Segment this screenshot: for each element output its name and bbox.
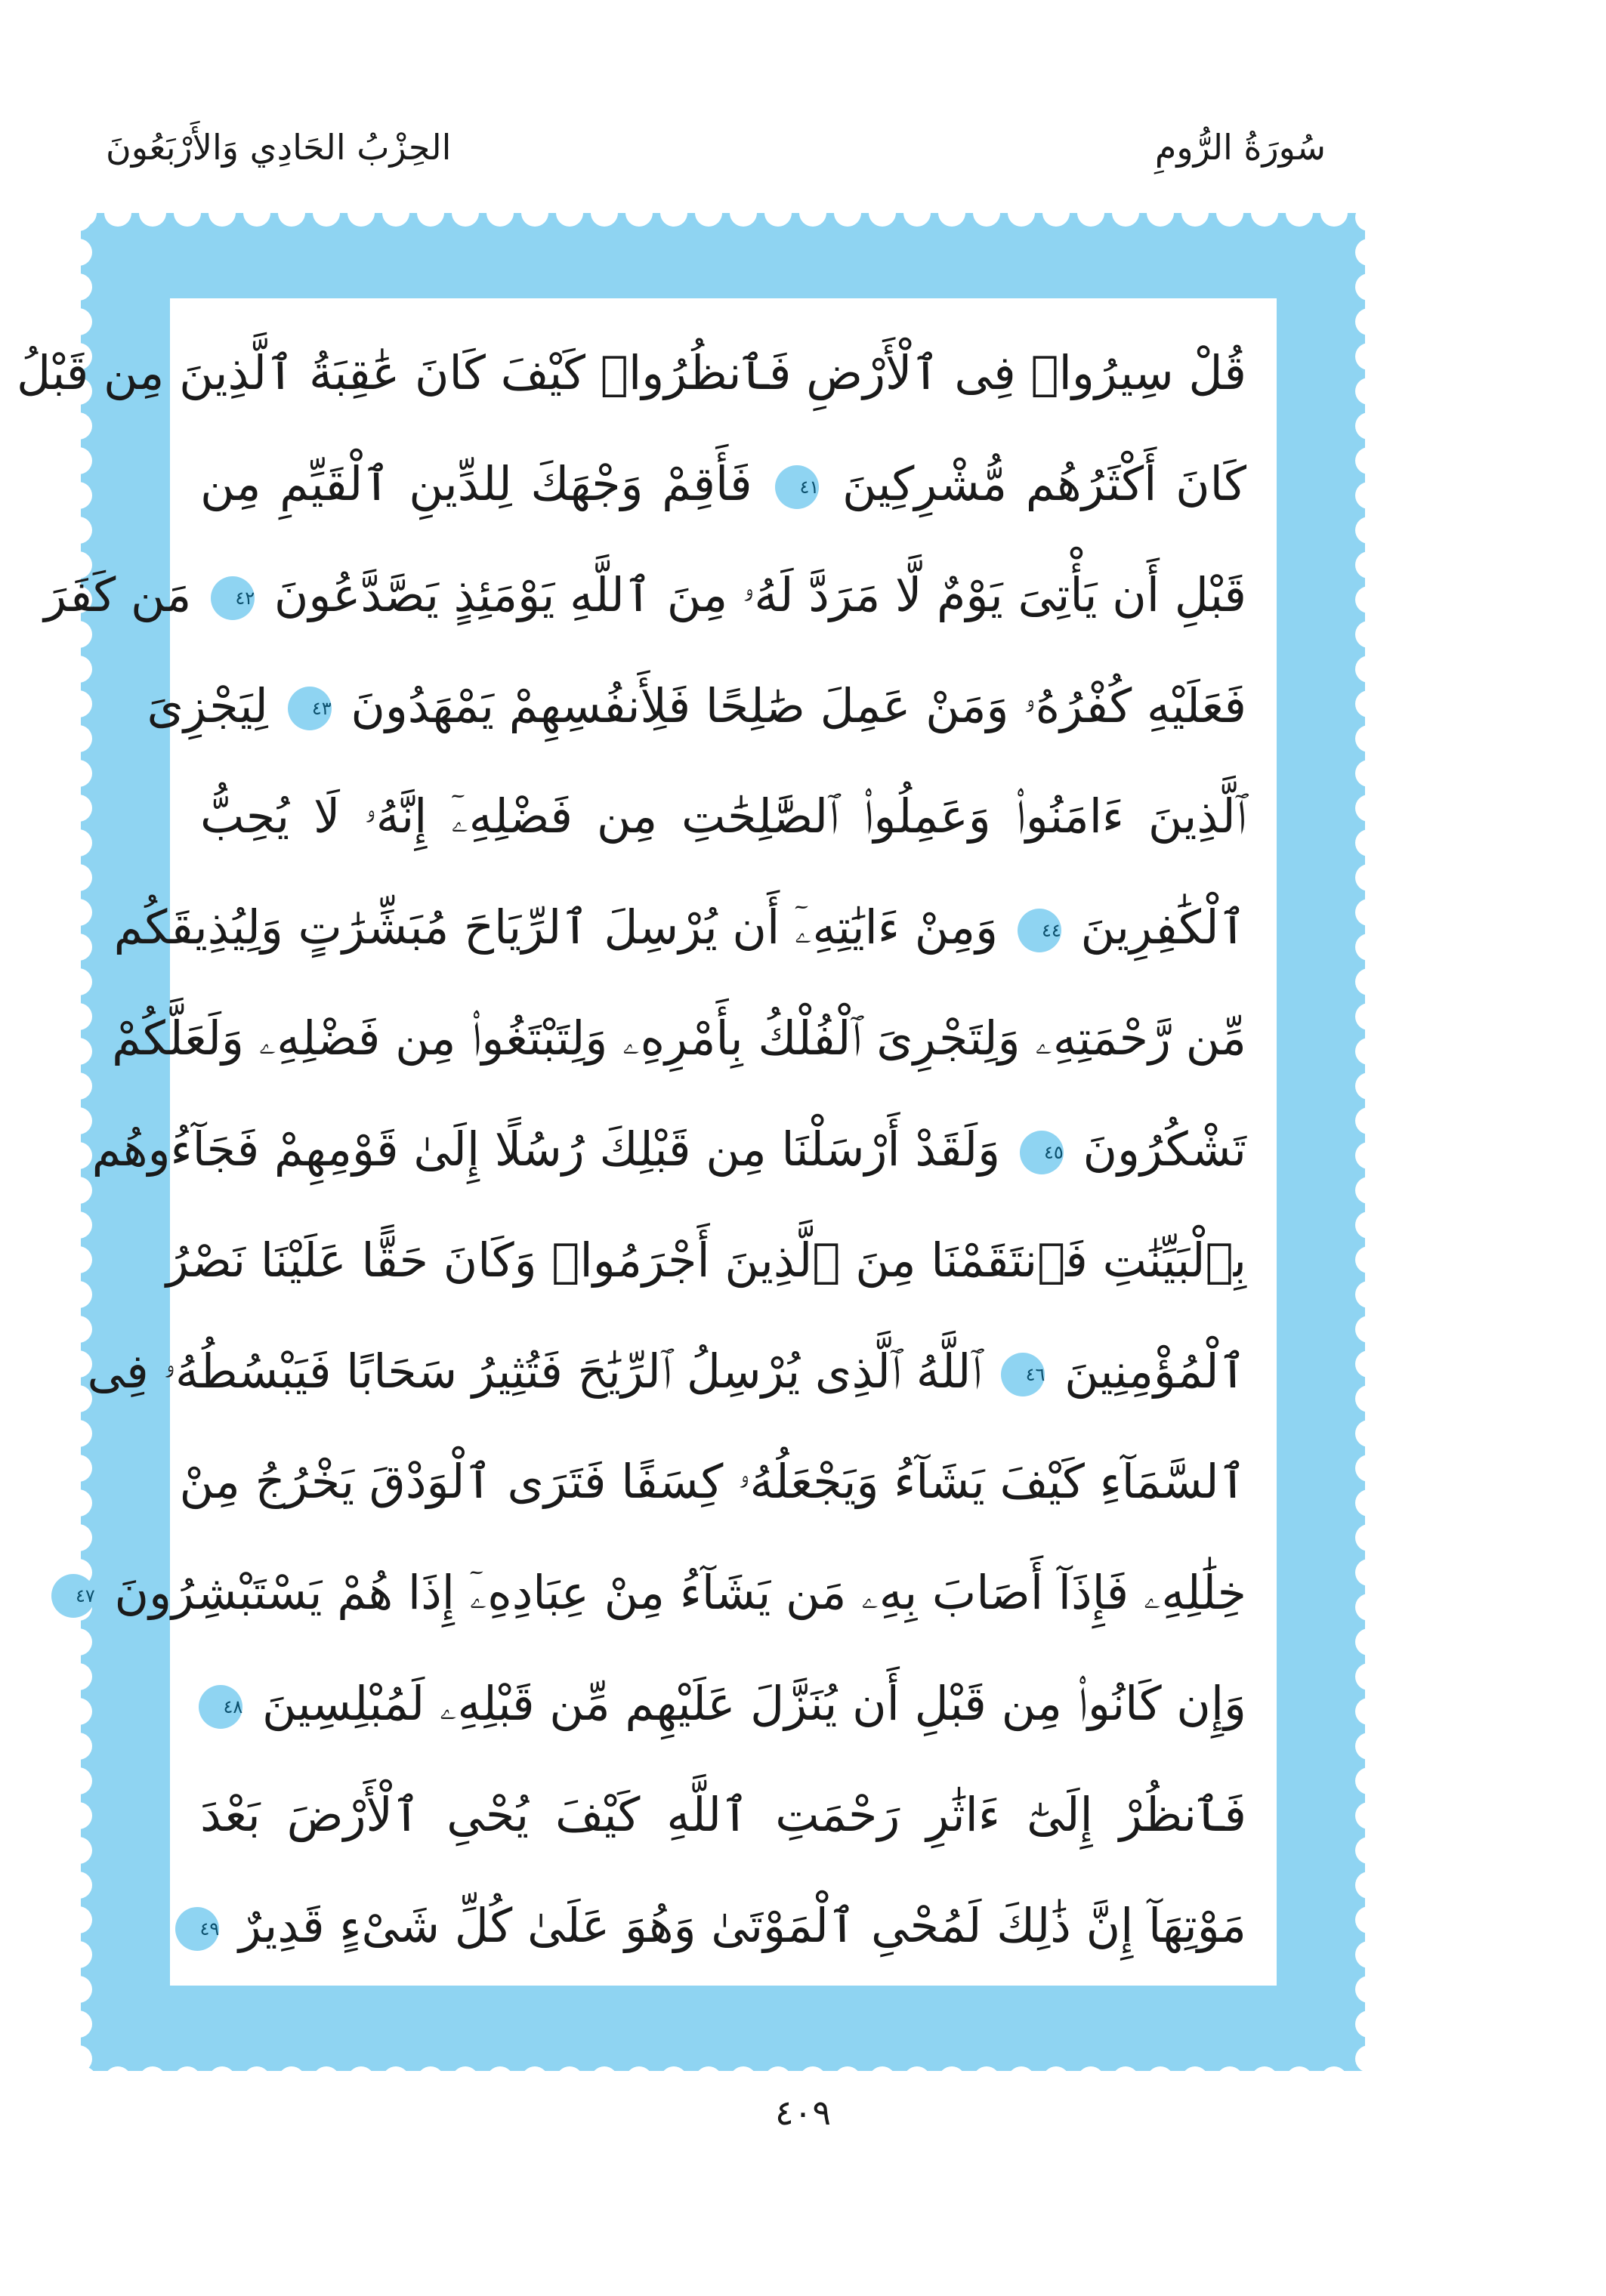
verse-text: ٱلَّذِينَ ءَامَنُوا۟ وَعَمِلُوا۟ ٱلصَّٰلِحَٰتِ مِن فَضْلِهِۦٓ إِنَّهُۥ لَا يُحِبُّ (200, 788, 1246, 844)
scallop-notch (869, 199, 896, 227)
verse-line (200, 772, 1246, 861)
scallop-notch (1355, 1107, 1382, 1134)
scallop-notch (1320, 2066, 1348, 2094)
scallop-notch (764, 199, 792, 227)
scallop-notch (417, 2066, 444, 2094)
scallop-notch (65, 1872, 92, 1899)
scallop-notch (65, 934, 92, 961)
verse-text: مَن كَفَرَ (44, 566, 207, 622)
verse-text: فَعَلَيْهِ كُفْرُهُۥ وَمَنْ عَمِلَ صَٰلِحًا فَلِأَنفُسِهِمْ يَمْهَدُونَ (351, 677, 1246, 733)
scallop-notch (65, 517, 92, 544)
scallop-notch (1355, 1767, 1382, 1795)
verse-text: لِيَجْزِىَ (147, 677, 283, 733)
ayah-number-marker: ٤٩ (175, 1907, 219, 1951)
scallop-notch (65, 829, 92, 856)
ayah-number-marker: ٤٣ (288, 687, 332, 730)
scallop-notch (65, 1489, 92, 1517)
scallop-notch (278, 199, 305, 227)
scallop-notch (65, 1976, 92, 2003)
scallop-notch (660, 2066, 687, 2094)
scallop-notch (1355, 1698, 1382, 1725)
surah-name: سُورَةُ الرُّومِ (1154, 127, 1326, 168)
scallop-notch (1008, 199, 1035, 227)
verse-text: ٱلْكَٰفِرِينَ (1080, 900, 1246, 955)
scallop-notch (417, 199, 444, 227)
scallop-notch (65, 1038, 92, 1065)
scallop-notch (313, 199, 340, 227)
verse-line (200, 440, 1246, 529)
verse-text: وَمِنْ ءَايَٰتِهِۦٓ أَن يُرْسِلَ ٱلرِّيَاحَ مُبَشِّرَٰتٍ وَلِيُذِيقَكُم (113, 900, 1013, 955)
page-number: ٤٠٩ (774, 2092, 832, 2133)
scallop-notch (938, 2066, 965, 2094)
scallop-notch (65, 1663, 92, 1690)
scallop-notch (1216, 2066, 1243, 2094)
scallop-notch (65, 1072, 92, 1100)
verse-text: ٱللَّهُ ٱلَّذِى يُرْسِلُ ٱلرِّيَٰحَ فَتُثِيرُ سَحَابًا فَيَبْسُطُهُۥ فِى (87, 1343, 997, 1399)
scallop-notch (1355, 1455, 1382, 1482)
scallop-notch (65, 899, 92, 926)
scallop-notch (1355, 1316, 1382, 1343)
scallop-notch (174, 199, 201, 227)
verse-text: ٱلْمُؤْمِنِينَ (1064, 1343, 1246, 1399)
scallop-notch (1355, 864, 1382, 891)
scallop-notch (65, 1211, 92, 1239)
scallop-notch (1355, 621, 1382, 648)
verse-line (76, 1548, 1246, 1637)
ayah-number-marker: ٤٥ (1020, 1131, 1064, 1174)
scallop-notch (65, 1107, 92, 1134)
verse-line (112, 994, 1246, 1083)
verse-text: قَبْلِ أَن يَأْتِىَ يَوْمٌ لَّا مَرَدَّ لَهُۥ مِنَ ٱللَّهِ يَوْمَئِذٍ يَصَّدَّعُونَ (273, 566, 1246, 622)
scallop-notch (1355, 1246, 1382, 1273)
verse-text: بِٱلْبَيِّنَٰتِ فَٱنتَقَمْنَا مِنَ ٱلَّذِينَ أَجْرَمُوا۟ وَكَانَ حَقًّا عَلَيْنَا نَصْرُ (165, 1232, 1246, 1288)
scallop-notch (1355, 239, 1382, 266)
scallop-notch (65, 1524, 92, 1551)
scallop-notch (65, 2011, 92, 2038)
scallop-notch (1355, 1350, 1382, 1378)
scallop-notch (1355, 1142, 1382, 1169)
scallop-notch (625, 2066, 653, 2094)
scallop-notch (556, 199, 583, 227)
scallop-notch (1355, 1420, 1382, 1447)
verse-text: وَلَقَدْ أَرْسَلْنَا مِن قَبْلِكَ رُسُلًا إِلَىٰ قَوْمِهِمْ فَجَآءُوهُم (91, 1121, 1015, 1177)
verse-line (179, 1437, 1246, 1526)
scallop-notch (1216, 199, 1243, 227)
scallop-notch (139, 2066, 166, 2094)
scallop-notch (452, 2066, 479, 2094)
verse-line (165, 1216, 1246, 1305)
scallop-notch (591, 2066, 618, 2094)
scallop-notch (313, 2066, 340, 2094)
verse-line (16, 329, 1246, 418)
scallop-notch (486, 2066, 514, 2094)
scallop-notch (65, 204, 92, 231)
scallop-notch (65, 864, 92, 891)
ayah-number-marker: ٤٨ (199, 1685, 242, 1729)
scallop-notch (1181, 199, 1209, 227)
verse-text: قُلْ سِيرُوا۟ فِى ٱلْأَرْضِ فَٱنظُرُوا۟ كَيْفَ كَانَ عَٰقِبَةُ ٱلَّذِينَ مِن قَبْلُ (16, 345, 1246, 400)
hizb-name: الحِزْبُ الحَادِي وَالأَرْبَعُونَ (106, 127, 452, 168)
scallop-notch (1355, 795, 1382, 822)
scallop-notch (347, 2066, 375, 2094)
scallop-notch (1355, 1559, 1382, 1586)
scallop-notch (1147, 2066, 1174, 2094)
scallop-notch (1355, 1211, 1382, 1239)
scallop-notch (65, 1420, 92, 1447)
scallop-notch (1355, 1733, 1382, 1760)
scallop-notch (730, 199, 757, 227)
verse-line (200, 1770, 1246, 1859)
scallop-notch (1355, 1524, 1382, 1551)
verse-line (113, 883, 1246, 972)
scallop-notch (1042, 2066, 1070, 2094)
scallop-notch (834, 199, 861, 227)
scallop-notch (65, 656, 92, 683)
scallop-notch (1355, 482, 1382, 509)
scallop-notch (1355, 899, 1382, 926)
scallop-notch (347, 199, 375, 227)
scallop-notch (65, 1837, 92, 1864)
scallop-notch (1355, 2045, 1382, 2072)
scallop-notch (65, 795, 92, 822)
scallop-notch (65, 725, 92, 752)
scallop-notch (1355, 934, 1382, 961)
scallop-notch (243, 199, 270, 227)
scallop-notch (1355, 1628, 1382, 1656)
scallop-notch (1355, 656, 1382, 683)
scallop-notch (1355, 204, 1382, 231)
scallop-notch (1042, 199, 1070, 227)
ayah-number-marker: ٤٦ (1001, 1353, 1045, 1396)
scallop-notch (1355, 586, 1382, 613)
scallop-notch (139, 199, 166, 227)
scallop-notch (1355, 412, 1382, 440)
verse-text: تَشْكُرُونَ (1083, 1121, 1246, 1177)
scallop-notch (1355, 1177, 1382, 1204)
scallop-notch (521, 2066, 548, 2094)
scallop-notch (1181, 2066, 1209, 2094)
scallop-notch (1355, 551, 1382, 579)
scallop-notch (1355, 968, 1382, 995)
scallop-notch (695, 2066, 722, 2094)
scallop-notch (1320, 199, 1348, 227)
scallop-notch (1355, 378, 1382, 405)
scallop-notch (1355, 1072, 1382, 1100)
scallop-notch (486, 199, 514, 227)
scallop-notch (1355, 760, 1382, 787)
scallop-notch (1355, 2011, 1382, 2038)
scallop-notch (452, 199, 479, 227)
verse-text: وَإِن كَانُوا۟ مِن قَبْلِ أَن يُنَزَّلَ عَلَيْهِم مِّن قَبْلِهِۦ لَمُبْلِسِينَ (262, 1676, 1246, 1732)
scallop-notch (65, 1455, 92, 1482)
verse-line (200, 1881, 1246, 1970)
scallop-notch (730, 2066, 757, 2094)
scallop-notch (1355, 690, 1382, 718)
scallop-notch (65, 1698, 92, 1725)
scallop-notch (1355, 1489, 1382, 1517)
scallop-notch (65, 968, 92, 995)
scallop-notch (1112, 199, 1139, 227)
scallop-notch (1355, 725, 1382, 752)
scallop-notch (1355, 1385, 1382, 1412)
ayah-number-marker: ٤٤ (1018, 909, 1061, 952)
scallop-notch (65, 1177, 92, 1204)
verse-text: كَانَ أَكْثَرُهُم مُّشْرِكِينَ (842, 455, 1247, 511)
scallop-notch (1355, 447, 1382, 474)
scallop-notch (556, 2066, 583, 2094)
scallop-notch (1147, 199, 1174, 227)
scallop-notch (799, 199, 826, 227)
scallop-notch (65, 690, 92, 718)
scallop-notch (1355, 829, 1382, 856)
scallop-notch (660, 199, 687, 227)
scallop-notch (1355, 1802, 1382, 1829)
scallop-notch (65, 1281, 92, 1308)
scallop-notch (1355, 1038, 1382, 1065)
scallop-notch (1251, 2066, 1278, 2094)
scallop-notch (1355, 1003, 1382, 1030)
scallop-notch (243, 2066, 270, 2094)
verse-text: فَٱنظُرْ إِلَىٰٓ ءَاثَٰرِ رَحْمَتِ ٱللَّهِ كَيْفَ يُحْىِ ٱلْأَرْضَ بَعْدَ (200, 1786, 1246, 1842)
scallop-notch (174, 2066, 201, 2094)
verse-line (200, 1659, 1246, 1748)
scallop-notch (1355, 1281, 1382, 1308)
verse-text: فَأَقِمْ وَجْهَكَ لِلدِّينِ ٱلْقَيِّمِ مِن (200, 455, 771, 511)
scallop-notch (1355, 1594, 1382, 1621)
scallop-notch (65, 1003, 92, 1030)
scallop-notch (973, 2066, 1000, 2094)
scallop-notch (382, 2066, 409, 2094)
scallop-notch (903, 199, 931, 227)
scallop-notch (65, 760, 92, 787)
scallop-notch (65, 1906, 92, 1933)
scallop-notch (65, 239, 92, 266)
ayah-number-marker: ٤٢ (211, 576, 255, 620)
scallop-notch (1355, 343, 1382, 370)
scallop-notch (591, 199, 618, 227)
scallop-notch (65, 482, 92, 509)
verse-text: مَوْتِهَآ إِنَّ ذَٰلِكَ لَمُحْىِ ٱلْمَوْتَىٰ وَهُوَ عَلَىٰ كُلِّ شَىْءٍ قَدِيرٌ (238, 1897, 1246, 1953)
scallop-notch (1251, 199, 1278, 227)
scallop-notch (65, 1802, 92, 1829)
scallop-notch (1355, 1872, 1382, 1899)
page-header (106, 113, 1326, 181)
scallop-notch (65, 1767, 92, 1795)
scallop-notch (278, 2066, 305, 2094)
verse-text: خِلَٰلِهِۦ فَإِذَآ أَصَابَ بِهِۦ مَن يَشَآءُ مِنْ عِبَادِهِۦٓ إِذَا هُمْ يَسْتَبْشِرُونَ (114, 1565, 1246, 1621)
ayah-number-marker: ٤١ (775, 465, 819, 509)
scallop-notch (65, 1733, 92, 1760)
scallop-notch (834, 2066, 861, 2094)
scallop-notch (1112, 2066, 1139, 2094)
ayah-number-marker: ٤٧ (51, 1574, 95, 1618)
scallop-notch (65, 1246, 92, 1273)
scallop-notch (1286, 199, 1313, 227)
scallop-notch (1355, 517, 1382, 544)
scallop-notch (65, 1941, 92, 1968)
verse-line (87, 1327, 1246, 1416)
scallop-notch (799, 2066, 826, 2094)
scallop-notch (1077, 2066, 1104, 2094)
scallop-notch (1077, 199, 1104, 227)
scallop-notch (208, 2066, 236, 2094)
verse-line (91, 1105, 1246, 1194)
scallop-notch (65, 1142, 92, 1169)
scallop-notch (938, 199, 965, 227)
verse-text: مِّن رَّحْمَتِهِۦ وَلِتَجْرِىَ ٱلْفُلْكُ بِأَمْرِهِۦ وَلِتَبْتَغُوا۟ مِن فَضْلِهِۦ وَلَعَلَّكُمْ (112, 1011, 1246, 1066)
scallop-notch (208, 199, 236, 227)
scallop-notch (1355, 273, 1382, 301)
scallop-notch (1355, 1976, 1382, 2003)
scallop-notch (1355, 1906, 1382, 1933)
scallop-notch (764, 2066, 792, 2094)
scallop-notch (104, 2066, 131, 2094)
scallop-notch (695, 199, 722, 227)
verse-line (147, 662, 1246, 751)
scallop-notch (1355, 1663, 1382, 1690)
scallop-notch (521, 199, 548, 227)
verse-line (44, 551, 1246, 640)
scallop-notch (869, 2066, 896, 2094)
scallop-notch (65, 273, 92, 301)
scallop-notch (1355, 1941, 1382, 1968)
scallop-notch (625, 199, 653, 227)
verse-text: ٱلسَّمَآءِ كَيْفَ يَشَآءُ وَيَجْعَلُهُۥ كِسَفًا فَتَرَى ٱلْوَدْقَ يَخْرُجُ مِنْ (179, 1454, 1246, 1510)
scallop-notch (1355, 308, 1382, 335)
scallop-notch (1355, 1837, 1382, 1864)
scallop-notch (382, 199, 409, 227)
scallop-notch (903, 2066, 931, 2094)
quran-text-block (16, 298, 1277, 1986)
scallop-notch (65, 2045, 92, 2072)
scallop-notch (65, 447, 92, 474)
scallop-notch (973, 199, 1000, 227)
scallop-notch (1286, 2066, 1313, 2094)
scallop-notch (1008, 2066, 1035, 2094)
scallop-notch (104, 199, 131, 227)
